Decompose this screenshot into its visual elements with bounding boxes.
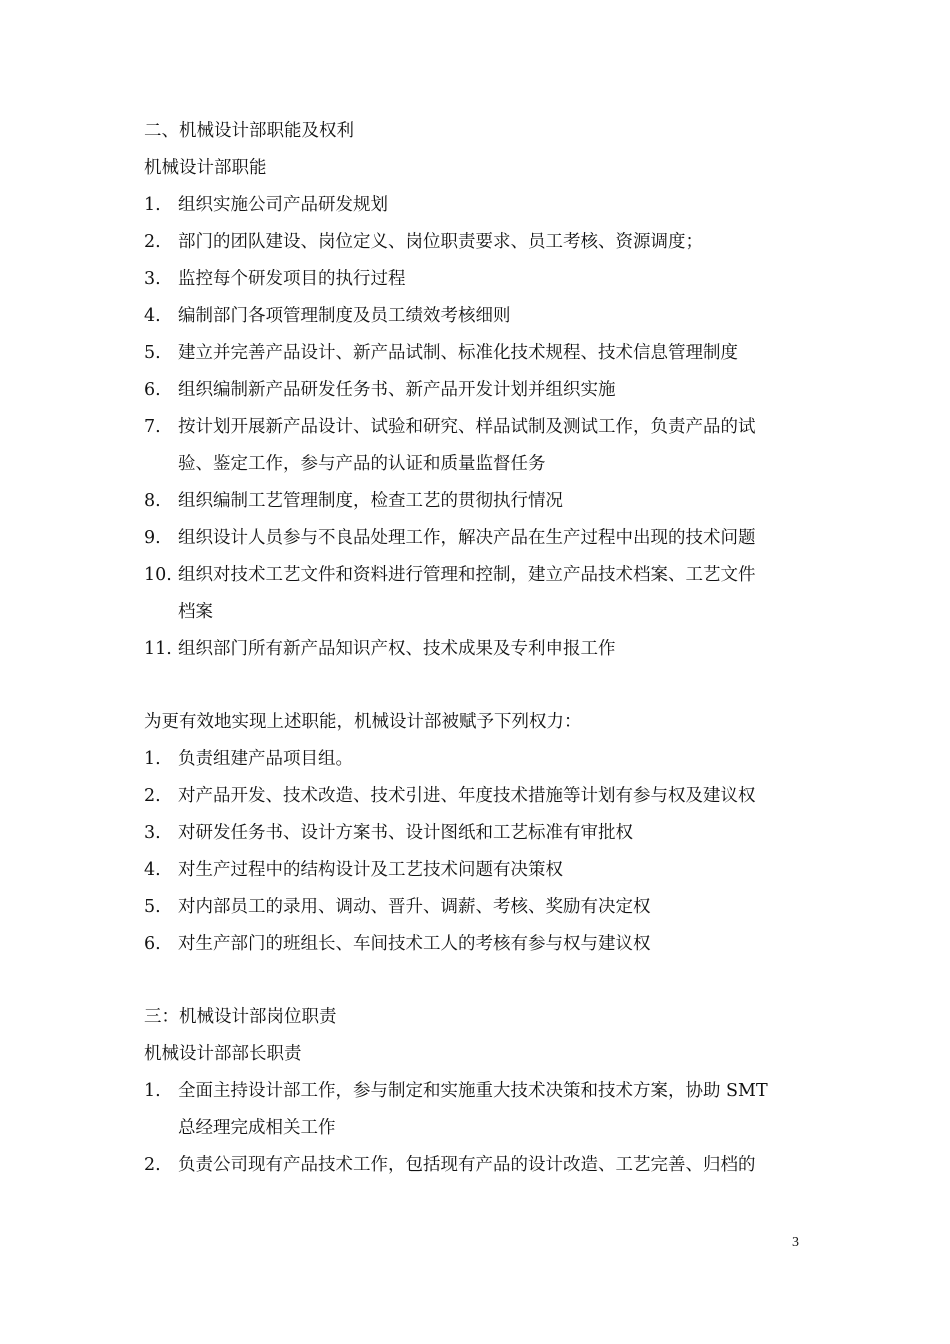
list-item [144, 409, 814, 483]
list-item-text [178, 852, 814, 889]
list-item-text [178, 372, 814, 409]
list-item-text [178, 741, 814, 778]
list-item-line: 组织编制工艺管理制度，检查工艺的贯彻执行情况 [178, 491, 563, 511]
list-item-line: 验、鉴定工作，参与产品的认证和质量监督任务 [178, 454, 546, 474]
list-item-line: 组织实施公司产品研发规划 [178, 195, 388, 215]
list-item-number: 3. [144, 269, 161, 289]
list-item-number: 2. [144, 1155, 161, 1175]
list-item [144, 889, 814, 926]
list-item [144, 1073, 814, 1147]
list-item-number: 2. [144, 786, 161, 806]
list-item-line: 组织设计人员参与不良品处理工作，解决产品在生产过程中出现的技术问题 [178, 528, 756, 548]
list-item-text [178, 520, 814, 557]
list-item-line: 建立并完善产品设计、新产品试制、标准化技术规程、技术信息管理制度 [178, 343, 738, 363]
list-item-line: 对生产部门的班组长、车间技术工人的考核有参与权与建议权 [178, 934, 651, 954]
list-item [144, 852, 814, 889]
list-item-line: 组织编制新产品研发任务书、新产品开发计划并组织实施 [178, 380, 616, 400]
list-item-number: 4. [144, 860, 161, 880]
list-item-number: 4. [144, 306, 161, 326]
list-item [144, 741, 814, 778]
list-item [144, 557, 814, 631]
list-item-line: 编制部门各项管理制度及员工绩效考核细则 [178, 306, 511, 326]
list-item [144, 520, 814, 557]
list-item-text [178, 557, 814, 631]
page-number: 3 [792, 1235, 799, 1250]
list-item [144, 1147, 814, 1184]
duties-subheading: 机械设计部部长职责 [144, 1044, 302, 1064]
functions-list [144, 187, 814, 668]
list-item-text [178, 926, 814, 963]
list-item-line: 对生产过程中的结构设计及工艺技术问题有决策权 [178, 860, 563, 880]
list-item-text [178, 224, 814, 261]
rights-list [144, 741, 814, 963]
list-item-number: 7. [144, 417, 161, 437]
list-item-text [178, 815, 814, 852]
list-item-text [178, 483, 814, 520]
list-item [144, 483, 814, 520]
list-item-line: 负责组建产品项目组。 [178, 749, 353, 769]
list-item-line: 部门的团队建设、岗位定义、岗位职责要求、员工考核、资源调度； [178, 232, 703, 252]
list-item-number: 1. [144, 1081, 161, 1101]
list-item [144, 372, 814, 409]
list-item [144, 778, 814, 815]
list-item [144, 261, 814, 298]
list-item-line: 对内部员工的录用、调动、晋升、调薪、考核、奖励有决定权 [178, 897, 651, 917]
list-item-text [178, 631, 814, 668]
list-item-text [178, 298, 814, 335]
list-item-number: 2. [144, 232, 161, 252]
list-item-text [178, 889, 814, 926]
list-item-line: 总经理完成相关工作 [178, 1118, 336, 1138]
list-item-line: 监控每个研发项目的执行过程 [178, 269, 406, 289]
list-item-text [178, 1073, 814, 1147]
list-item [144, 298, 814, 335]
list-item-line: 全面主持设计部工作，参与制定和实施重大技术决策和技术方案，协助 SMT [178, 1081, 768, 1101]
page-content [144, 113, 814, 1184]
list-item-number: 1. [144, 749, 161, 769]
list-item-number: 6. [144, 380, 161, 400]
list-item [144, 926, 814, 963]
list-item-line: 对产品开发、技术改造、技术引进、年度技术措施等计划有参与权及建议权 [178, 786, 756, 806]
list-item [144, 631, 814, 668]
list-item-line: 组织对技术工艺文件和资料进行管理和控制，建立产品技术档案、工艺文件 [178, 565, 756, 585]
list-item-line: 组织部门所有新产品知识产权、技术成果及专利申报工作 [178, 639, 616, 659]
list-item-text [178, 335, 814, 372]
list-item-number: 1. [144, 195, 161, 215]
list-item-number: 3. [144, 823, 161, 843]
list-item-number: 11. [144, 639, 172, 659]
duties-list [144, 1073, 814, 1184]
list-item-line: 按计划开展新产品设计、试验和研究、样品试制及测试工作，负责产品的试 [178, 417, 756, 437]
list-item-number: 5. [144, 897, 161, 917]
list-item [144, 335, 814, 372]
list-item-text [178, 1147, 814, 1184]
rights-intro: 为更有效地实现上述职能，机械设计部被赋予下列权力： [144, 712, 582, 732]
section-2-heading: 二、机械设计部职能及权利 [144, 121, 354, 141]
list-item-text [178, 778, 814, 815]
list-item-line: 档案 [178, 602, 213, 622]
list-item-line: 负责公司现有产品技术工作，包括现有产品的设计改造、工艺完善、归档的 [178, 1155, 756, 1175]
list-item-number: 5. [144, 343, 161, 363]
list-item-text [178, 187, 814, 224]
list-item-text [178, 261, 814, 298]
list-item-number: 8. [144, 491, 161, 511]
list-item-text [178, 409, 814, 483]
list-item-line: 对研发任务书、设计方案书、设计图纸和工艺标准有审批权 [178, 823, 633, 843]
list-item [144, 815, 814, 852]
list-item-number: 10. [144, 565, 172, 585]
list-item [144, 224, 814, 261]
list-item [144, 187, 814, 224]
functions-subheading: 机械设计部职能 [144, 158, 267, 178]
spacer [144, 963, 814, 999]
section-3-heading: 三：机械设计部岗位职责 [144, 1007, 337, 1027]
list-item-number: 9. [144, 528, 161, 548]
list-item-number: 6. [144, 934, 161, 954]
spacer [144, 668, 814, 704]
